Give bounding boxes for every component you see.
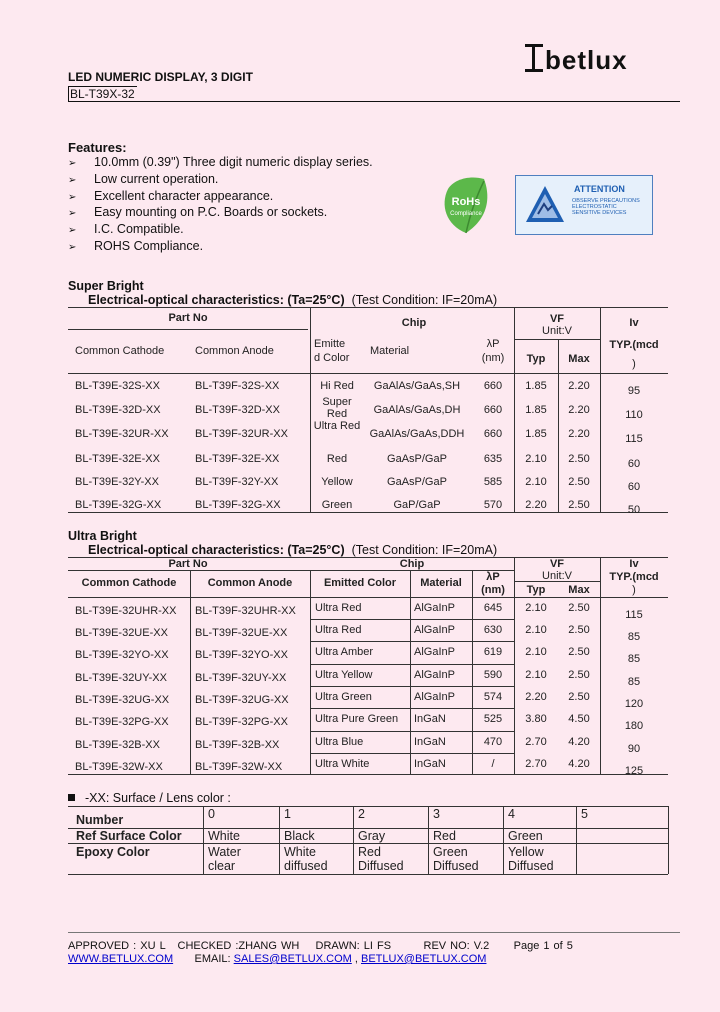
table-cell-cathode: BL-T39E-32D-XX — [75, 404, 161, 416]
lens-epoxy-cell: Diffused — [433, 859, 479, 873]
table-rule — [68, 597, 668, 598]
ultra-bright-title: Ultra Bright — [68, 529, 137, 543]
lens-ref-cell: White — [208, 829, 240, 843]
lens-epoxy-cell: Water — [208, 845, 241, 859]
table-cell-iv: 60 — [627, 481, 641, 493]
table-cell-material: AlGaInP — [414, 691, 455, 703]
table-cell-typ: 1.85 — [525, 404, 547, 416]
table-cell-material: GaAlAs/GaAs,DH — [373, 404, 461, 416]
ultra-bright-subtitle: Electrical-optical characteristics: (Ta=25°C) (Test Condition: IF=20mA) — [88, 543, 498, 557]
table-cell-color: Ultra Red — [315, 624, 362, 636]
emitted-color-header: d Color — [314, 352, 350, 364]
table-cell-cathode: BL-T39E-32UY-XX — [75, 672, 167, 684]
table-rule — [310, 619, 514, 620]
epoxy-color-label: Epoxy Color — [76, 845, 150, 859]
table-cell-iv: 85 — [627, 676, 641, 688]
lens-number-cell: 5 — [581, 807, 588, 821]
arrow-bullet-icon: ➢ — [68, 158, 77, 169]
chip-header: Chip — [401, 317, 427, 329]
table-cell-typ: 2.20 — [525, 691, 547, 703]
table-cell-cathode: BL-T39E-32B-XX — [75, 739, 160, 751]
contact-line: WWW.BETLUX.COM EMAIL: SALES@BETLUX.COM , BETLUX@BETLUX.COM — [68, 953, 487, 965]
table-cell-lambda: 630 — [483, 624, 503, 636]
table-cell-typ: 1.85 — [525, 380, 547, 392]
table-cell-color: Green — [321, 499, 353, 511]
table-cell-iv: 95 — [627, 385, 641, 397]
table-cell-color: Hi Red — [320, 380, 354, 392]
material-header: Material — [420, 577, 462, 589]
logo-mark-icon — [525, 44, 543, 72]
table-cell-iv: 85 — [627, 653, 641, 665]
arrow-bullet-icon: ➢ — [68, 241, 77, 253]
table-cell-material: AlGaInP — [414, 624, 455, 636]
lens-ref-cell: Black — [284, 829, 315, 843]
table-rule — [68, 373, 668, 374]
feature-item — [68, 155, 373, 172]
table-rule — [353, 806, 354, 874]
table-cell-material: InGaN — [414, 713, 446, 725]
website-link[interactable]: WWW.BETLUX.COM — [68, 953, 174, 965]
table-cell-cathode: BL-T39E-32Y-XX — [75, 476, 159, 488]
rohs-compliance-text: Compliance — [450, 211, 482, 217]
table-cell-lambda: 525 — [483, 713, 503, 725]
attention-title: ATTENTION — [574, 184, 625, 194]
table-cell-anode: BL-T39F-32UY-XX — [195, 672, 287, 684]
table-cell-material: GaAsP/GaP — [387, 476, 447, 488]
table-rule — [310, 686, 514, 687]
table-cell-material: AlGaInP — [414, 646, 455, 658]
table-rule — [310, 664, 514, 665]
table-cell-max: 2.20 — [568, 428, 590, 440]
table-rule — [68, 570, 514, 571]
feature-text: Excellent character appearance. — [94, 188, 274, 203]
table-cell-typ: 2.10 — [525, 453, 547, 465]
iv-header: Iv — [629, 558, 639, 570]
feature-item — [68, 172, 373, 189]
table-cell-iv: 60 — [627, 458, 641, 470]
header-divider — [68, 101, 680, 102]
vf-header: VF — [549, 313, 565, 325]
lens-number-cell: 1 — [284, 807, 291, 821]
table-cell-material: GaP/GaP — [393, 499, 441, 511]
table-rule — [310, 641, 514, 642]
table-cell-lambda: / — [491, 758, 495, 770]
table-rule — [310, 307, 311, 512]
table-cell-lambda: 590 — [483, 669, 503, 681]
table-cell-lambda: 660 — [483, 404, 503, 416]
table-rule — [68, 806, 668, 807]
lens-epoxy-cell: White — [284, 845, 316, 859]
table-cell-cathode: BL-T39E-32W-XX — [75, 761, 163, 773]
table-cell-anode: BL-T39F-32UG-XX — [195, 694, 289, 706]
table-cell-anode: BL-T39F-32PG-XX — [195, 716, 288, 728]
max-header: Max — [568, 353, 590, 365]
lambda-header: λP — [486, 571, 500, 583]
table-cell-max: 2.50 — [568, 476, 590, 488]
feature-text: Low current operation. — [94, 171, 219, 186]
lens-epoxy-cell: Diffused — [358, 859, 404, 873]
table-cell-lambda: 619 — [483, 646, 503, 658]
table-cell-material: AlGaInP — [414, 602, 455, 614]
lens-ref-cell: Gray — [358, 829, 386, 843]
table-cell-iv: 110 — [625, 409, 643, 421]
table-cell-max: 4.50 — [568, 713, 590, 725]
table-cell-anode: BL-T39F-32YO-XX — [195, 649, 288, 661]
typ-header: Typ — [526, 584, 546, 596]
table-cell-anode: BL-T39F-32S-XX — [195, 380, 280, 392]
table-cell-lambda: 645 — [483, 602, 503, 614]
table-cell-material: InGaN — [414, 736, 446, 748]
iv-typ-header: TYP.(mcd — [609, 571, 659, 583]
table-cell-max: 2.50 — [568, 453, 590, 465]
arrow-bullet-icon: ➢ — [68, 225, 77, 237]
feature-text: I.C. Compatible. — [94, 222, 184, 237]
table-cell-max: 2.50 — [568, 669, 590, 681]
table-cell-max: 4.20 — [568, 758, 590, 770]
table-cell-iv: 85 — [627, 631, 641, 643]
lens-epoxy-cell: Red — [358, 845, 381, 859]
arrow-bullet-icon: ➢ — [68, 191, 77, 203]
table-cell-typ: 2.70 — [525, 758, 547, 770]
lens-number-cell: 0 — [208, 807, 215, 821]
table-cell-iv: 180 — [624, 720, 644, 732]
table-cell-color: Ultra Green — [315, 691, 372, 703]
attention-line: ELECTROSTATIC — [572, 204, 617, 210]
part-no-header: Part No — [168, 558, 208, 570]
table-cell-cathode: BL-T39E-32E-XX — [75, 453, 160, 465]
doc-title: LED NUMERIC DISPLAY, 3 DIGIT — [68, 70, 253, 84]
table-rule — [68, 329, 308, 330]
table-cell-typ: 2.10 — [525, 669, 547, 681]
lens-epoxy-cell: Diffused — [508, 859, 554, 873]
table-cell-material: GaAlAs/GaAs,DDH — [369, 428, 465, 440]
material-header: Material — [370, 345, 410, 357]
table-rule — [668, 806, 669, 874]
table-rule — [68, 774, 668, 775]
esd-attention-badge — [515, 175, 653, 235]
table-cell-cathode: BL-T39E-32UE-XX — [75, 627, 168, 639]
lens-ref-cell: Green — [508, 829, 543, 843]
table-cell-cathode: BL-T39E-32UR-XX — [75, 428, 169, 440]
attention-line: SENSITIVE DEVICES — [572, 210, 627, 216]
table-cell-color: Super Red — [322, 396, 352, 420]
common-cathode-header: Common Cathode — [75, 345, 165, 357]
part-number: BL-T39X-32 — [70, 87, 135, 101]
table-rule — [203, 806, 204, 874]
table-cell-max: 2.20 — [568, 404, 590, 416]
betlux-logo: betlux — [525, 44, 628, 76]
table-cell-max: 2.20 — [568, 380, 590, 392]
table-cell-max: 2.50 — [568, 499, 590, 511]
common-anode-header: Common Anode — [207, 577, 293, 589]
iv-close-header: ) — [632, 584, 636, 596]
number-label: Number — [76, 813, 124, 827]
lens-ref-cell: Red — [433, 829, 456, 843]
features-list — [68, 155, 373, 256]
table-cell-typ: 2.10 — [525, 646, 547, 658]
lens-epoxy-cell: diffused — [284, 859, 328, 873]
typ-header: Typ — [526, 353, 546, 365]
table-cell-anode: BL-T39F-32Y-XX — [195, 476, 279, 488]
arrow-bullet-icon: ➢ — [68, 208, 77, 220]
lambda-header: (nm) — [481, 584, 505, 596]
emitted-color-header: Emitted Color — [323, 577, 397, 589]
table-cell-max: 2.50 — [568, 624, 590, 636]
table-rule — [68, 307, 668, 308]
table-cell-color: Yellow — [321, 476, 353, 488]
table-rule — [576, 806, 577, 874]
approval-line: APPROVED : XU L CHECKED :ZHANG WH DRAWN: LI FS REV NO: V.2 Page 1 of 5 — [68, 940, 573, 952]
table-cell-anode: BL-T39F-32W-XX — [195, 761, 283, 773]
table-cell-max: 4.20 — [568, 736, 590, 748]
table-cell-typ: 2.20 — [525, 499, 547, 511]
table-cell-iv: 120 — [624, 698, 644, 710]
table-cell-anode: BL-T39F-32E-XX — [195, 453, 280, 465]
table-cell-iv: 115 — [625, 433, 643, 445]
lens-epoxy-cell: clear — [208, 859, 236, 873]
table-rule — [310, 731, 514, 732]
table-cell-anode: BL-T39F-32D-XX — [195, 404, 280, 416]
table-cell-lambda: 585 — [483, 476, 503, 488]
table-cell-anode: BL-T39F-32B-XX — [195, 739, 280, 751]
table-cell-lambda: 660 — [483, 380, 503, 392]
table-cell-typ: 2.10 — [525, 476, 547, 488]
table-rule — [428, 806, 429, 874]
table-rule — [310, 753, 514, 754]
lens-epoxy-cell: Green — [433, 845, 468, 859]
lens-number-cell: 3 — [433, 807, 440, 821]
table-cell-typ: 2.10 — [525, 602, 547, 614]
table-cell-iv: 125 — [624, 765, 644, 777]
vf-header: VF — [549, 558, 565, 570]
rohs-text: RoHs — [451, 196, 481, 208]
super-bright-subtitle: Electrical-optical characteristics: (Ta=25°C) (Test Condition: IF=20mA) — [88, 293, 498, 307]
common-anode-header: Common Anode — [195, 345, 274, 357]
table-cell-color: Ultra White — [315, 758, 370, 770]
table-cell-max: 2.50 — [568, 602, 590, 614]
table-rule — [279, 806, 280, 874]
table-cell-typ: 3.80 — [525, 713, 547, 725]
betlux-email-link[interactable]: BETLUX@BETLUX.COM — [361, 953, 487, 965]
emitted-color-header: Emitte — [314, 338, 346, 350]
table-cell-cathode: BL-T39E-32UHR-XX — [75, 605, 177, 617]
lambda-header: λP — [486, 338, 500, 350]
table-cell-lambda: 635 — [483, 453, 503, 465]
lambda-header: (nm) — [481, 352, 505, 364]
table-cell-lambda: 574 — [483, 691, 503, 703]
table-cell-color: Ultra Pure Green — [315, 713, 399, 725]
table-cell-color: Ultra Red — [315, 602, 362, 614]
table-rule — [190, 570, 191, 774]
table-cell-cathode: BL-T39E-32UG-XX — [75, 694, 170, 706]
table-cell-max: 2.50 — [568, 646, 590, 658]
table-cell-material: GaAsP/GaP — [387, 453, 447, 465]
arrow-bullet-icon: ➢ — [68, 174, 77, 186]
lens-epoxy-cell: Yellow — [508, 845, 544, 859]
feature-text: 10.0mm (0.39") Three digit numeric display series. — [94, 155, 373, 169]
table-cell-lambda: 570 — [483, 499, 503, 511]
super-bright-title: Super Bright — [68, 279, 144, 293]
table-cell-cathode: BL-T39E-32PG-XX — [75, 716, 169, 728]
iv-close-header: ) — [632, 358, 636, 370]
iv-typ-header: TYP.(mcd — [609, 339, 659, 351]
table-rule — [503, 806, 504, 874]
table-cell-color: Red — [326, 453, 348, 465]
lens-color-title: -XX: Surface / Lens color : — [68, 791, 231, 805]
vf-unit-header: Unit:V — [542, 325, 572, 337]
footer-divider — [68, 932, 680, 933]
feature-item — [68, 189, 373, 206]
table-cell-color: Ultra Yellow — [315, 669, 373, 681]
table-rule — [410, 570, 411, 774]
table-cell-iv: 90 — [627, 743, 641, 755]
table-rule — [310, 570, 311, 774]
table-rule — [68, 512, 668, 513]
table-cell-anode: BL-T39F-32UR-XX — [195, 428, 288, 440]
iv-header: Iv — [629, 317, 639, 329]
common-cathode-header: Common Cathode — [81, 577, 177, 589]
table-cell-lambda: 660 — [483, 428, 503, 440]
square-bullet-icon — [68, 794, 75, 801]
feature-text: ROHS Compliance. — [94, 238, 204, 253]
feature-item — [68, 205, 373, 222]
feature-item — [68, 239, 373, 256]
table-cell-typ: 1.85 — [525, 428, 547, 440]
table-cell-max: 2.50 — [568, 691, 590, 703]
table-cell-cathode: BL-T39E-32G-XX — [75, 499, 162, 511]
table-cell-color: Ultra Red — [313, 420, 361, 432]
table-cell-iv: 115 — [625, 609, 643, 621]
table-cell-anode: BL-T39F-32UHR-XX — [195, 605, 296, 617]
rohs-leaf-icon — [440, 175, 492, 235]
feature-text: Easy mounting on P.C. Boards or sockets. — [94, 205, 328, 220]
table-cell-material: InGaN — [414, 758, 446, 770]
table-cell-anode: BL-T39F-32G-XX — [195, 499, 281, 511]
table-rule — [310, 708, 514, 709]
ref-surface-label: Ref Surface Color — [76, 829, 182, 843]
feature-item — [68, 222, 373, 239]
table-cell-color: Ultra Blue — [315, 736, 364, 748]
table-rule — [68, 843, 668, 844]
table-cell-typ: 2.10 — [525, 624, 547, 636]
table-cell-anode: BL-T39F-32UE-XX — [195, 627, 288, 639]
table-rule — [68, 874, 668, 875]
esd-warning-icon — [524, 184, 566, 224]
attention-line: OBSERVE PRECAUTIONS — [572, 198, 640, 204]
table-cell-iv: 50 — [627, 504, 641, 516]
vf-unit-header: Unit:V — [542, 570, 572, 582]
attention-text — [572, 198, 648, 216]
chip-header: Chip — [399, 558, 425, 570]
table-cell-cathode: BL-T39E-32YO-XX — [75, 649, 169, 661]
lens-number-cell: 4 — [508, 807, 515, 821]
sales-email-link[interactable]: SALES@BETLUX.COM — [233, 953, 352, 965]
lens-number-cell: 2 — [358, 807, 365, 821]
max-header: Max — [568, 584, 590, 596]
table-cell-lambda: 470 — [483, 736, 503, 748]
table-cell-cathode: BL-T39E-32S-XX — [75, 380, 160, 392]
part-no-header: Part No — [168, 312, 208, 324]
table-rule — [514, 339, 600, 340]
table-cell-material: AlGaInP — [414, 669, 455, 681]
features-title: Features: — [68, 140, 127, 155]
table-cell-color: Ultra Amber — [315, 646, 374, 658]
table-cell-material: GaAlAs/GaAs,SH — [373, 380, 461, 392]
table-cell-typ: 2.70 — [525, 736, 547, 748]
